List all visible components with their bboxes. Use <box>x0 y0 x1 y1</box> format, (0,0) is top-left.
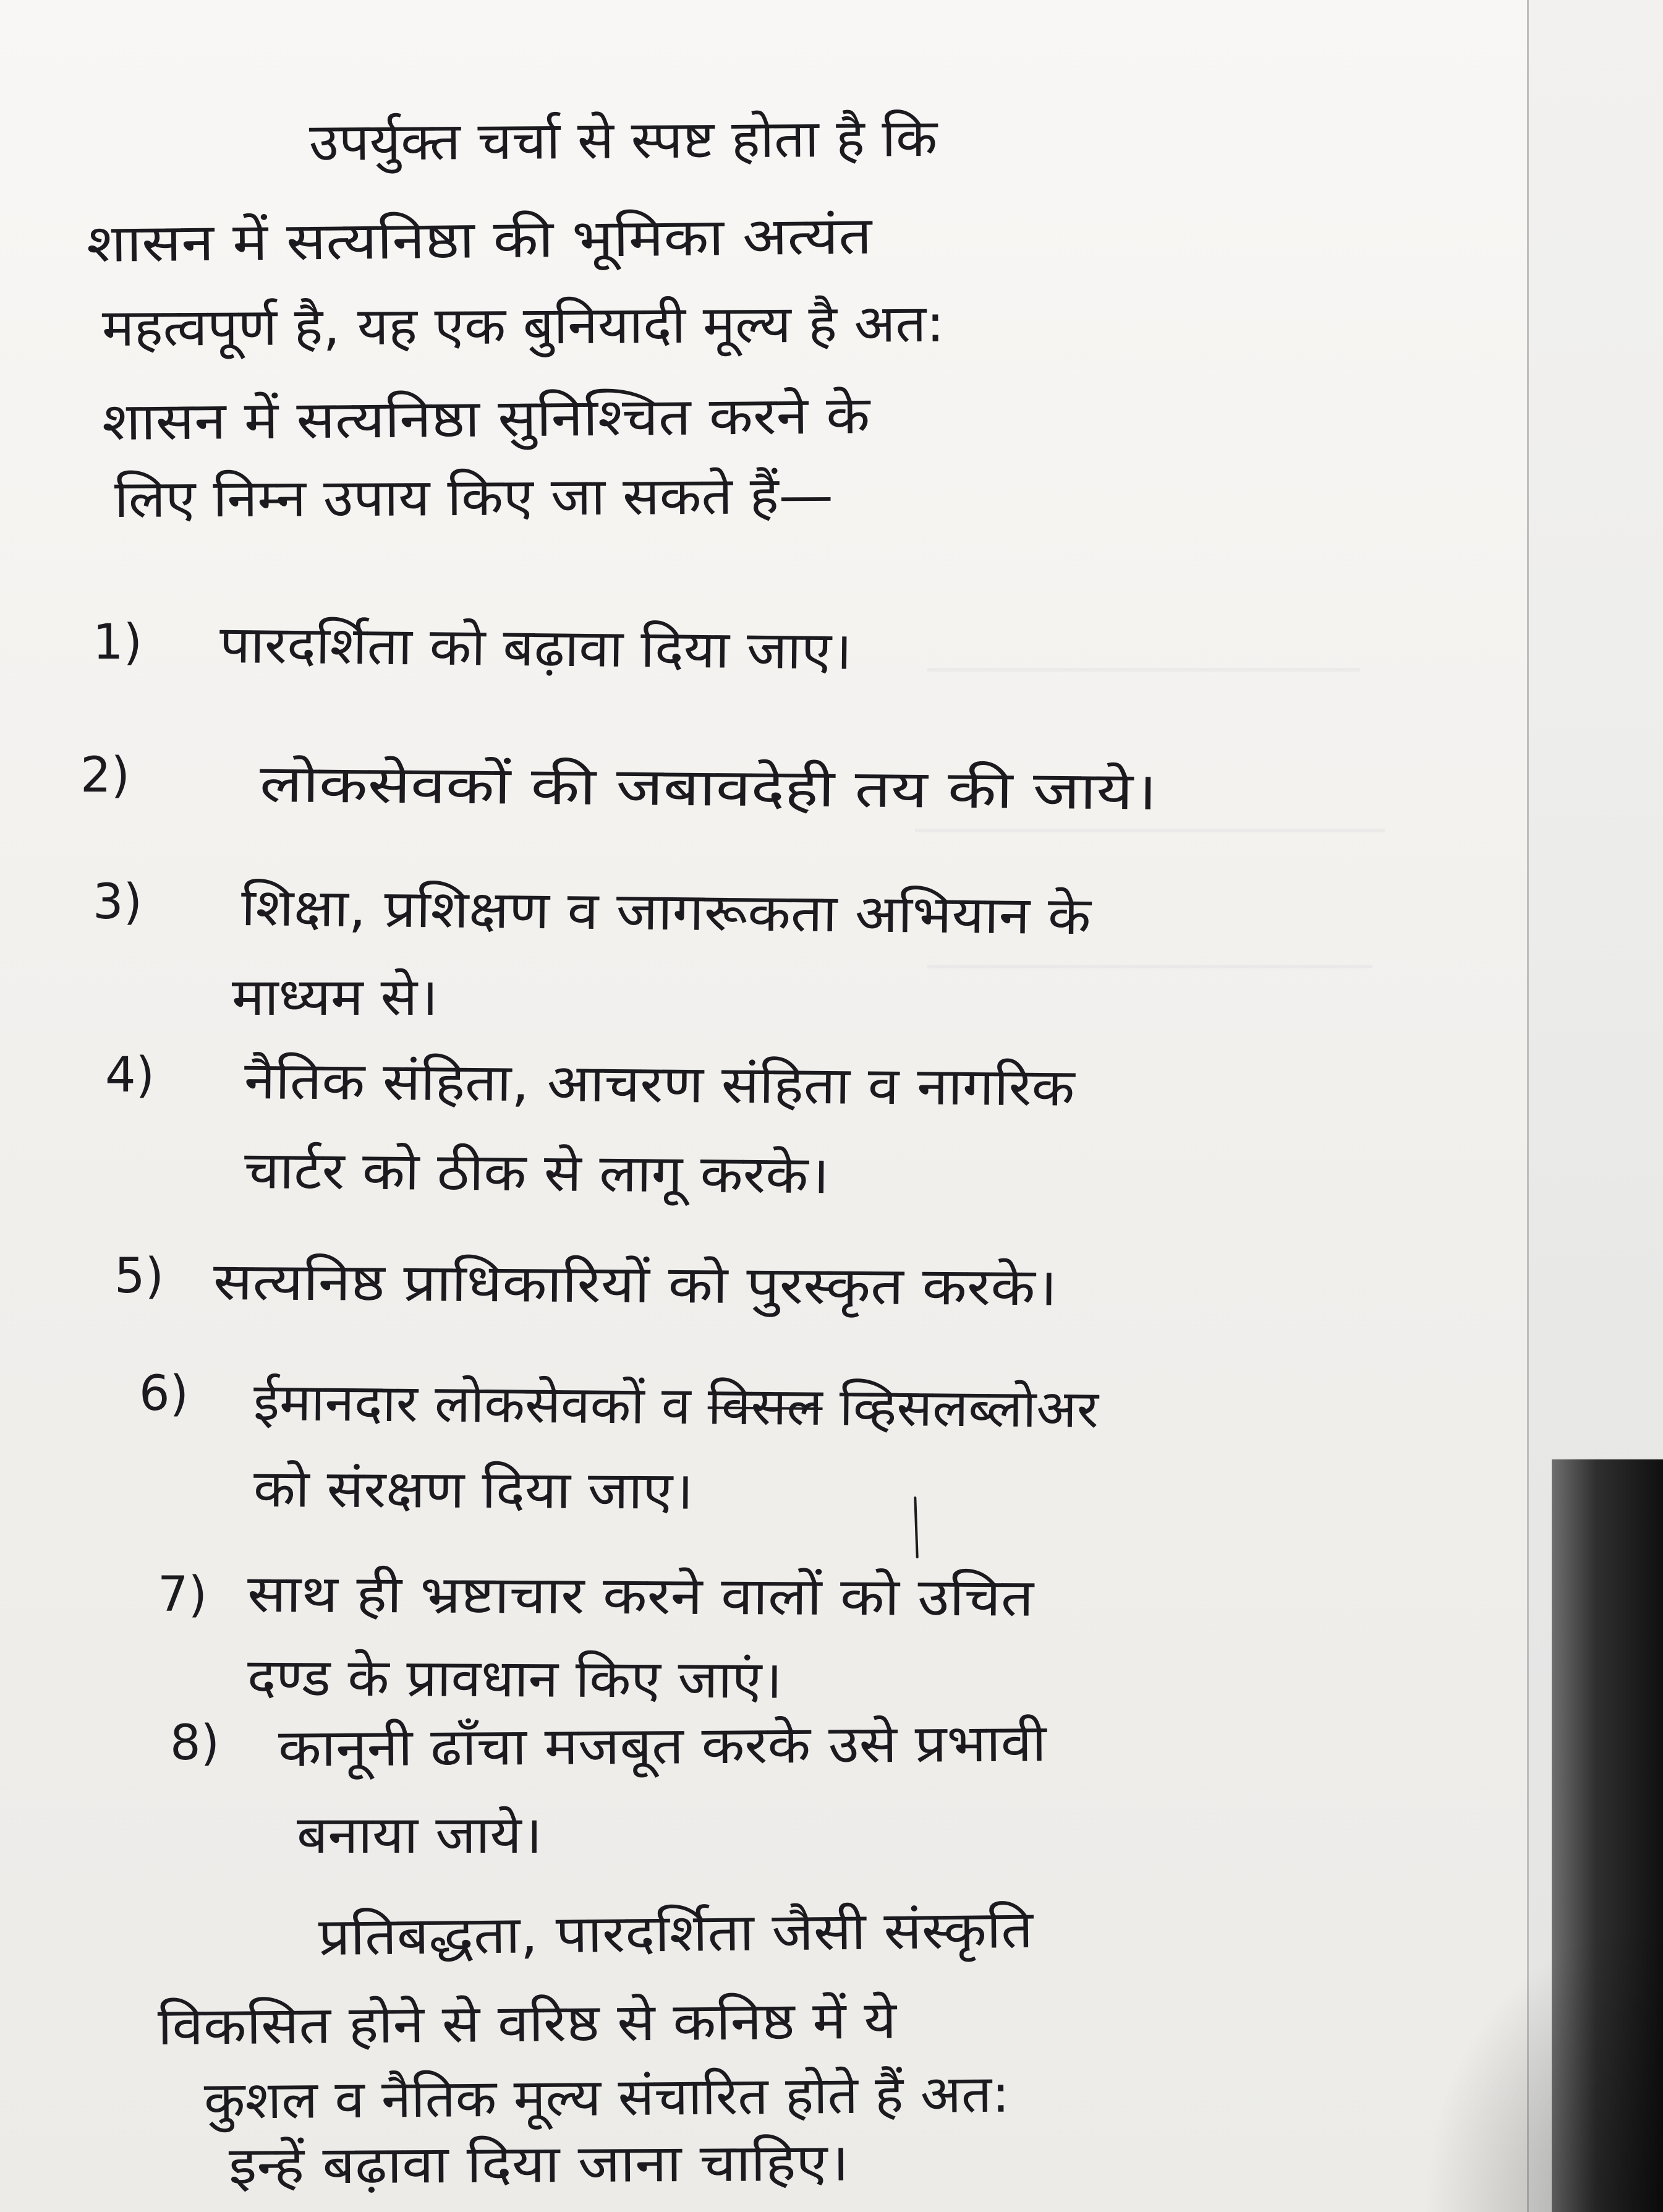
point-2-text: लोकसेवकों की जबावदेही तय की जाये। <box>259 753 1158 822</box>
point-3-line-2: माध्यम से। <box>232 967 438 1027</box>
point-2-number: 2) <box>80 748 130 803</box>
point-7-number: 7) <box>158 1567 208 1623</box>
point-6-line-1 <box>253 1372 1099 1440</box>
point-7-line-1: साथ ही भ्रष्टाचार करने वालों को उचित <box>247 1563 1034 1628</box>
show-through-mark <box>927 668 1360 672</box>
intro-line-3: महत्वपूर्ण है, यह एक बुनियादी मूल्य है अत: <box>101 293 945 358</box>
point-1-number: 1) <box>93 615 143 670</box>
point-3-number: 3) <box>93 874 143 930</box>
point-8-line-1: कानूनी ढाँचा मजबूत करके उसे प्रभावी <box>278 1712 1047 1779</box>
point-6-line-2: को संरक्षण दिया जाए। <box>253 1458 694 1521</box>
intro-line-2: शासन में सत्यनिष्ठा की भूमिका अत्यंत <box>86 205 872 274</box>
conclusion-line-3: कुशल व नैतिक मूल्य संचारित होते हैं अत: <box>203 2063 1010 2131</box>
corner-shadow <box>1422 1917 1663 2212</box>
intro-line-4: शासन में सत्यनिष्ठा सुनिश्चित करने के <box>101 385 870 452</box>
conclusion-line-4: इन्हें बढ़ावा दिया जाना चाहिए। <box>228 2132 849 2196</box>
point-3-line-1: शिक्षा, प्रशिक्षण व जागरूकता अभियान के <box>240 877 1092 947</box>
point-6-struck-word: विसल <box>707 1375 823 1438</box>
point-4-number: 4) <box>105 1048 155 1103</box>
show-through-mark <box>915 829 1385 832</box>
point-6-text-a: ईमानदार लोकसेवकों व <box>253 1372 691 1437</box>
intro-line-5: लिए निम्न उपाय किए जा सकते हैं— <box>114 464 834 529</box>
point-6-number: 6) <box>139 1366 189 1422</box>
conclusion-line-1: प्रतिबद्धता, पारदर्शिता जैसी संस्कृति <box>318 1898 1034 1967</box>
point-4-line-1: नैतिक संहिता, आचरण संहिता व नागरिक <box>244 1050 1075 1118</box>
point-4-line-2: चार्टर को ठीक से लागू करके। <box>244 1140 830 1206</box>
point-6-text-b: व्हिसलब्लोअर <box>839 1377 1099 1440</box>
point-8-number: 8) <box>170 1715 220 1771</box>
point-5-text: सत्यनिष्ठ प्राधिकारियों को पुरस्कृत करके। <box>213 1251 1058 1318</box>
point-7-line-2: दण्ड के प्रावधान किए जाएं। <box>247 1647 783 1710</box>
point-5-number: 5) <box>114 1249 164 1304</box>
conclusion-line-2: विकसित होने से वरिष्ठ से कनिष्ठ में ये <box>157 1989 897 2057</box>
show-through-mark <box>927 965 1372 968</box>
point-1-text: पारदर्शिता को बढ़ावा दिया जाए। <box>219 614 853 681</box>
point-8-line-2: बनाया जाये। <box>297 1804 543 1865</box>
intro-line-1: उपर्युक्त चर्चा से स्पष्ट होता है कि <box>308 107 938 173</box>
